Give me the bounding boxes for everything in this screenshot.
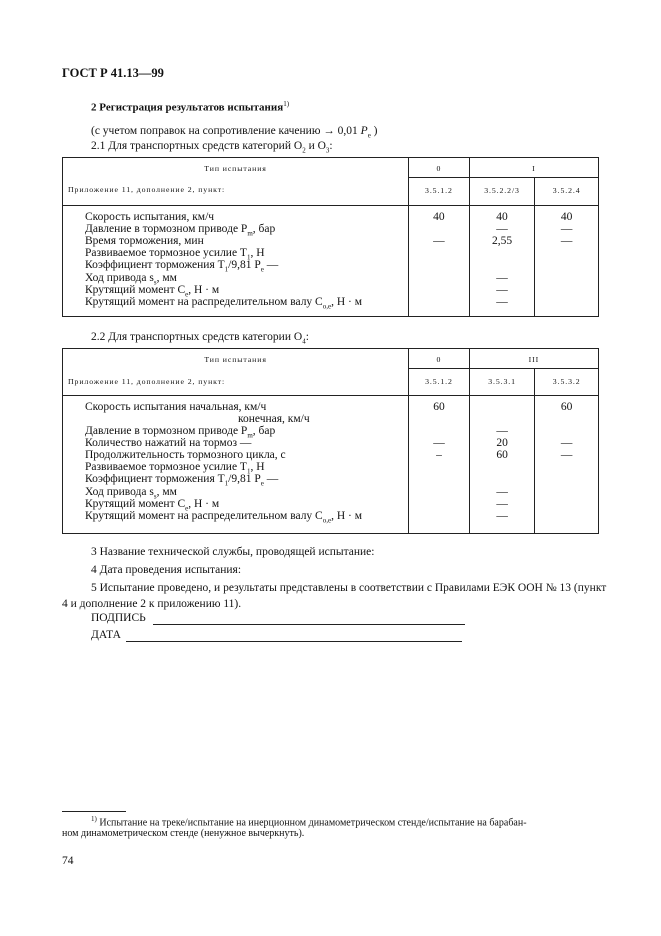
sub21-text: 2.1 Для транспортных средств категорий O [91,140,303,152]
row-label: Давление в тормозном приводе P [85,425,248,437]
table1-point-1 [469,178,535,206]
sub21-end: : [329,140,333,152]
row-sub: 1 [224,265,229,274]
cell-value: 40 [433,211,445,223]
row-label: Скорость испытания начальная, км/ч [85,401,267,413]
footnote-mark: 1) [91,815,97,823]
table-row [85,449,286,461]
row-sub: m [247,431,253,440]
cell-value: — [560,449,573,461]
row-label-end: , Н · м [331,510,363,522]
table-row [85,235,204,247]
table2-type-1-text: III [528,355,540,364]
row-label: Продолжительность тормозного цикла, с [85,449,286,461]
table2-col-0 [409,396,470,534]
row-label: Скорость испытания, км/ч [85,211,215,223]
table1-appendix-label: Приложение 11, дополнение 2, пункт: [68,185,226,194]
table1-point-0 [409,178,470,206]
section-2-title-text: 2 Регистрация результатов испытания [91,101,284,114]
row-sub: o,e [322,516,332,525]
item-4: 4 Дата проведения испытания: [91,564,242,576]
table-row [85,437,251,449]
table2-type-0-text: 0 [436,355,442,364]
row-label-end: , Н · м [331,296,363,308]
table-row [85,401,266,413]
note-p: P [360,125,368,137]
footnote-ref: 1) [283,100,290,108]
cell-value: — [496,284,508,296]
table2-point-1-text: 3.5.3.1 [488,377,516,386]
row-sub: m [247,229,253,238]
row-label-end: , бар [252,223,276,235]
row-label-end: , Н [250,247,265,259]
sub22-s: 4 [302,337,306,346]
table2-type-1 [469,349,598,369]
row-sub2: e [260,479,264,488]
table-row [85,296,362,310]
cell-value: – [436,449,442,461]
row-label-end: /9,81 P [228,473,261,485]
rolling-resistance-note [91,125,378,139]
table-row [85,211,214,223]
cell-value: — [560,235,573,247]
row-label: Давление в тормозном приводе P [85,223,248,235]
table-row [85,510,362,524]
cell-value: 40 [496,211,508,223]
cell-value: 60 [496,449,508,461]
row-label: Коэффициент торможения T [85,259,225,271]
cell-value: 20 [496,437,508,449]
page-number: 74 [62,855,74,867]
row-sub: e [185,290,189,299]
footnote-separator [62,811,126,812]
table1-col-1 [469,206,535,317]
item-3: 3 Название технической службы, проводящей испытание: [91,546,375,558]
note-close: ) [370,125,378,137]
cell-value: — [496,498,508,510]
table1-test-type-label: Тип испытания [204,164,267,173]
row-label-end2: — [263,259,279,271]
row-label: Крутящий момент на распределительном валу C [85,296,323,308]
row-sub: s [153,278,157,287]
table2-header-left [63,349,409,396]
row-label-end: , Н · м [188,284,220,296]
cell-value: 2,55 [491,235,513,247]
item-5-line-2: 4 и дополнение 2 к приложению 11). [62,598,242,610]
cell-value: — [496,486,508,498]
table2-point-1 [469,369,535,396]
subsection-2-1 [91,140,333,154]
item-5-line-1: 5 Испытание проведено, и результаты представлены в соответствии с Правилами ЕЭК ООН № 13 (пункт [91,582,607,594]
table1-type-0-text: 0 [436,164,442,173]
table-2-1 [62,157,599,317]
table1-col-0 [409,206,470,317]
sub21-s2: 3 [325,146,330,155]
table-2-2 [62,348,599,534]
row-label: Время торможения, мин [85,235,204,247]
footnote-line-1 [91,815,527,828]
cell-value: 60 [433,401,445,413]
cell-value: — [560,437,573,449]
row-label-end: , Н · м [188,498,220,510]
table2-col-2 [535,396,599,534]
row-label-end: , мм [156,272,177,284]
footnote-text-1: Испытание на треке/испытание на инерционном динамометрическом стенде/испытание на барабан- [99,817,527,829]
row-label-end: , бар [252,425,276,437]
table2-test-type-label: Тип испытания [204,355,267,364]
cell-value: 60 [560,401,573,413]
row-sub: 1 [246,253,251,262]
table1-type-0 [409,158,470,178]
row-label: Крутящий момент на распределительном валу C [85,510,323,522]
table1-point-2 [535,178,599,206]
table1-type-1 [469,158,598,178]
row-sub: 1 [246,467,251,476]
date-line [126,641,462,642]
row-label-end: , Н [250,461,265,473]
cell-value: — [496,272,508,284]
signature-line [153,624,465,625]
sub22-text: 2.2 Для транспортных средств категории O [91,331,303,343]
subsection-2-2 [91,331,309,345]
row-label: Коэффициент торможения T [85,473,225,485]
table2-labels [63,396,409,534]
row-sub2: e [260,265,264,274]
table2-col-1 [469,396,535,534]
row-label: Развиваемое тормозное усилие T [85,461,247,473]
table2-appendix-label: Приложение 11, дополнение 2, пункт: [68,377,226,386]
row-sub: o,e [322,302,332,311]
sub21-mid: и O [305,140,326,152]
table2-point-0-text: 3.5.1.2 [425,377,453,386]
table1-type-1-text: I [532,164,536,173]
row-label: Ход привода s [85,272,154,284]
footnote-line-2: ном динамометрическом стенде (ненужное вычеркнуть). [62,828,305,839]
table-row [238,413,310,425]
table1-col-2 [535,206,599,317]
row-label: конечная, км/ч [238,413,310,425]
sub21-s1: 2 [302,146,306,155]
table1-point-0-text: 3.5.1.2 [425,186,453,195]
cell-value: — [496,223,508,235]
note-sub: e [367,131,371,140]
cell-value: 40 [560,211,573,223]
date-label: ДАТА [91,629,121,641]
row-label: Крутящий момент C [85,284,186,296]
table2-type-0 [409,349,470,369]
table2-point-2 [535,369,599,396]
row-sub: 1 [224,479,229,488]
row-label: Ход привода s [85,486,154,498]
cell-value: — [496,510,508,522]
table2-point-0 [409,369,470,396]
document-header: ГОСТ Р 41.13—99 [62,66,164,80]
section-2-title [91,100,289,114]
table2-point-2-text: 3.5.3.2 [552,377,581,386]
cell-value: — [496,296,508,308]
table1-header-left [63,158,409,206]
cell-value: — [433,437,445,449]
row-label-end: , мм [156,486,177,498]
row-label: Крутящий момент C [85,498,186,510]
table1-point-1-text: 3.5.2.2/3 [484,186,520,195]
cell-value: — [560,223,573,235]
row-sub: e [185,504,189,513]
cell-value: — [433,235,445,247]
table1-labels [63,206,409,317]
row-label-end2: — [263,473,279,485]
row-label-end: /9,81 P [228,259,261,271]
note-text: (с учетом поправок на сопротивление качению → 0,01 [91,125,358,137]
table1-point-2-text: 3.5.2.4 [552,186,581,195]
signature-label: ПОДПИСЬ [91,612,146,624]
row-sub: s [153,492,157,501]
row-label: Развиваемое тормозное усилие T [85,247,247,259]
sub22-end: : [305,331,309,343]
cell-value: — [496,425,508,437]
row-label: Количество нажатий на тормоз — [85,437,252,449]
